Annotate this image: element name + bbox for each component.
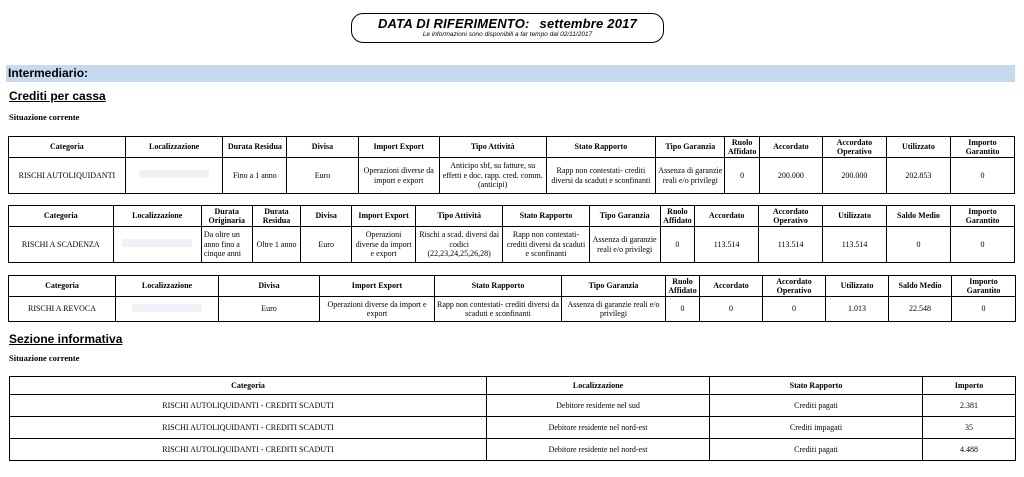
table-cell: Rapp non contestati- crediti diversi da scaduti e sconfinanti xyxy=(435,297,562,322)
informativa-section-title: Sezione informativa xyxy=(9,332,123,346)
table-cell: Assenza di garanzie reali e/o privilegi xyxy=(656,158,725,194)
column-header: Ruolo Affidato xyxy=(725,137,760,158)
table-cell: 113.514 xyxy=(759,227,823,263)
column-header: Saldo Medio xyxy=(887,206,951,227)
column-header: Localizzazione xyxy=(487,377,710,395)
redacted-text xyxy=(132,304,202,312)
column-header: Import Export xyxy=(358,137,439,158)
table-cell: RISCHI AUTOLIQUIDANTI xyxy=(9,158,126,194)
column-header: Ruolo Affidato xyxy=(660,206,695,227)
table-informativa xyxy=(9,376,1016,461)
column-header: Categoria xyxy=(9,206,114,227)
informativa-subtitle: Situazione corrente xyxy=(9,353,80,363)
column-header: Localizzazione xyxy=(113,206,201,227)
column-header: Accordato Operativo xyxy=(759,206,823,227)
redacted-text xyxy=(122,239,192,247)
table-cell: 1.013 xyxy=(826,297,889,322)
table-header-row xyxy=(9,206,1015,227)
table-cell: Debitore residente nel nord-est xyxy=(487,439,710,461)
table-cell: Crediti impagati xyxy=(710,417,923,439)
table-cell: Euro xyxy=(301,227,352,263)
table-cell: Euro xyxy=(219,297,320,322)
table-cell: Da oltre un anno fino a cinque anni xyxy=(201,227,252,263)
column-header: Stato Rapporto xyxy=(503,206,589,227)
column-header: Categoria xyxy=(9,137,126,158)
column-header: Importo xyxy=(923,377,1016,395)
redacted-cell xyxy=(113,227,201,263)
column-header: Durata Residua xyxy=(252,206,301,227)
table-cell: 200.000 xyxy=(822,158,886,194)
table-cell: RISCHI AUTOLIQUIDANTI - CREDITI SCADUTI xyxy=(10,439,487,461)
table-cell: Operazioni diverse da import e export xyxy=(352,227,416,263)
table-cell: 0 xyxy=(952,297,1016,322)
table-header-row xyxy=(9,137,1015,158)
table-cell: Crediti pagati xyxy=(710,439,923,461)
table-cell: Rapp non contestati- crediti diversi da scaduti e sconfinanti xyxy=(503,227,589,263)
column-header: Stato Rapporto xyxy=(710,377,923,395)
table-cell: RISCHI AUTOLIQUIDANTI - CREDITI SCADUTI xyxy=(10,395,487,417)
table-row xyxy=(9,227,1015,263)
column-header: Tipo Attività xyxy=(416,206,503,227)
table-revoca xyxy=(8,275,1016,322)
table-cell: Crediti pagati xyxy=(710,395,923,417)
column-header: Saldo Medio xyxy=(889,276,952,297)
column-header: Utilizzato xyxy=(823,206,887,227)
table-cell: Anticipo sbf, su fatture, su effetti e doc. rapp. cred. comm. (anticipi) xyxy=(439,158,546,194)
column-header: Tipo Attività xyxy=(439,137,546,158)
column-header: Utilizzato xyxy=(886,137,950,158)
table-cell: Euro xyxy=(287,158,358,194)
table-cell: 0 xyxy=(887,227,951,263)
column-header: Categoria xyxy=(9,276,116,297)
column-header: Durata Residua xyxy=(223,137,287,158)
table-cell: 0 xyxy=(700,297,763,322)
table-row xyxy=(9,297,1016,322)
column-header: Localizzazione xyxy=(125,137,223,158)
table-cell: 4.488 xyxy=(923,439,1016,461)
availability-note: Le informazioni sono disponibili a far tempo dal 02/11/2017 xyxy=(422,31,593,38)
table-cell: 2.381 xyxy=(923,395,1016,417)
column-header: Accordato xyxy=(759,137,822,158)
column-header: Stato Rapporto xyxy=(546,137,656,158)
column-header: Localizzazione xyxy=(116,276,219,297)
table-cell: 22.548 xyxy=(889,297,952,322)
table-cell: Rischi a scad. diversi dai codici (22,23,24,25,26,28) xyxy=(416,227,503,263)
reference-date-title xyxy=(352,16,663,31)
table-cell: 0 xyxy=(660,227,695,263)
column-header: Divisa xyxy=(301,206,352,227)
table-cell: 0 xyxy=(950,227,1014,263)
table-cell: Operazioni diverse da import e export xyxy=(358,158,439,194)
table-cell: RISCHI A SCADENZA xyxy=(9,227,114,263)
table-cell: 113.514 xyxy=(823,227,887,263)
reference-date-box xyxy=(351,13,664,43)
crediti-section-title: Crediti per cassa xyxy=(9,89,106,103)
table-cell: 113.514 xyxy=(695,227,759,263)
table-header-row xyxy=(10,377,1016,395)
table-cell: Assenza di garanzie reali e/o privilegi xyxy=(562,297,666,322)
column-header: Tipo Garanzia xyxy=(589,206,660,227)
table-cell: RISCHI A REVOCA xyxy=(9,297,116,322)
table-cell: Operazioni diverse da import e export xyxy=(320,297,435,322)
column-header: Accordato Operativo xyxy=(822,137,886,158)
redacted-cell xyxy=(125,158,223,194)
table-cell: 35 xyxy=(923,417,1016,439)
column-header: Accordato xyxy=(695,206,759,227)
table-cell: Assenza di garanzie reali e/o privilegi xyxy=(589,227,660,263)
table-cell: Debitore residente nel sud xyxy=(487,395,710,417)
table-row xyxy=(10,395,1016,417)
table-autoliquidanti xyxy=(8,136,1015,194)
column-header: Ruolo Affidato xyxy=(666,276,700,297)
column-header: Importo Garantito xyxy=(950,137,1014,158)
column-header: Tipo Garanzia xyxy=(562,276,666,297)
table-row xyxy=(10,439,1016,461)
column-header: Import Export xyxy=(320,276,435,297)
column-header: Tipo Garanzia xyxy=(656,137,725,158)
table-row xyxy=(9,158,1015,194)
column-header: Categoria xyxy=(10,377,487,395)
reference-date-label: DATA DI RIFERIMENTO: xyxy=(377,16,530,31)
table-row xyxy=(10,417,1016,439)
column-header: Accordato xyxy=(700,276,763,297)
column-header: Divisa xyxy=(219,276,320,297)
table-cell: Oltre 1 anno xyxy=(252,227,301,263)
column-header: Importo Garantito xyxy=(950,206,1014,227)
table-cell: 0 xyxy=(950,158,1014,194)
table-cell: 202.853 xyxy=(886,158,950,194)
table-cell: 0 xyxy=(666,297,700,322)
table-header-row xyxy=(9,276,1016,297)
table-cell: 0 xyxy=(763,297,826,322)
column-header: Utilizzato xyxy=(826,276,889,297)
reference-date-value: settembre 2017 xyxy=(539,16,638,31)
table-scadenza xyxy=(8,205,1015,263)
table-cell: 0 xyxy=(725,158,760,194)
table-cell: Rapp non contestati- crediti diversi da scaduti e sconfinanti xyxy=(546,158,656,194)
intermediario-band: Intermediario: xyxy=(6,65,1015,82)
column-header: Accordato Operativo xyxy=(763,276,826,297)
column-header: Importo Garantito xyxy=(952,276,1016,297)
redacted-text xyxy=(139,170,209,178)
column-header: Stato Rapporto xyxy=(435,276,562,297)
column-header: Import Export xyxy=(352,206,416,227)
table-cell: RISCHI AUTOLIQUIDANTI - CREDITI SCADUTI xyxy=(10,417,487,439)
redacted-cell xyxy=(116,297,219,322)
table-cell: 200.000 xyxy=(759,158,822,194)
table-cell: Fino a 1 anno xyxy=(223,158,287,194)
crediti-subtitle: Situazione corrente xyxy=(9,112,80,122)
column-header: Durata Originaria xyxy=(201,206,252,227)
column-header: Divisa xyxy=(287,137,358,158)
table-cell: Debitore residente nel nord-est xyxy=(487,417,710,439)
